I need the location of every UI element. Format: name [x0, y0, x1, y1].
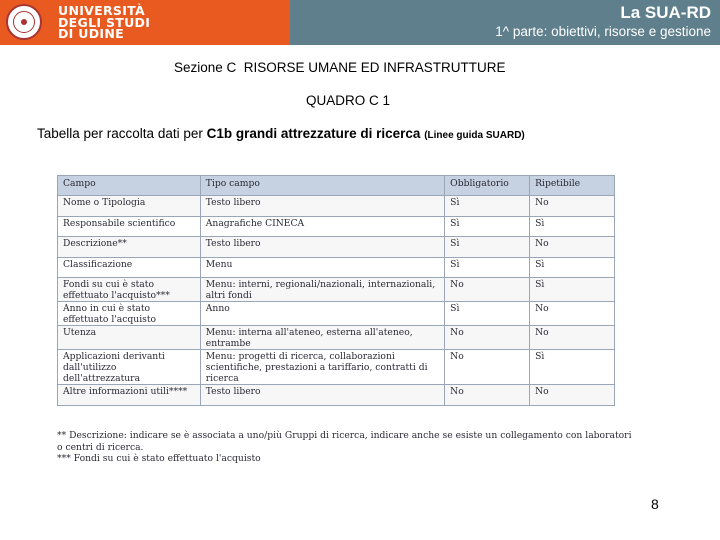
table-cell: Altre informazioni utili****: [58, 385, 201, 406]
table-cell: Nome o Tipologia: [58, 196, 201, 217]
slide-subtitle: 1^ parte: obiettivi, risorse e gestione: [495, 24, 711, 39]
table-row: [58, 302, 615, 326]
table-cell: No: [445, 350, 530, 385]
table-cell: Menu: [200, 257, 444, 278]
table-cell: No: [445, 278, 530, 302]
table-cell: No: [445, 326, 530, 350]
table-row: [58, 278, 615, 302]
footnotes: [57, 430, 637, 465]
table-header-row: [58, 176, 615, 196]
table-cell: Descrizione**: [58, 237, 201, 258]
table-cell: Fondi su cui è stato effettuato l'acquisto***: [58, 278, 201, 302]
table-row: [58, 350, 615, 385]
table-cell: Sì: [530, 278, 615, 302]
table-cell: Sì: [445, 237, 530, 258]
logo-wordmark: UNIVERSITÀ DEGLI STUDI DI UDINE: [58, 3, 151, 41]
table-cell: Classificazione: [58, 257, 201, 278]
table-row: [58, 385, 615, 406]
table-cell: No: [530, 302, 615, 326]
table-cell: Sì: [530, 350, 615, 385]
table-cell: Anagrafiche CINECA: [200, 216, 444, 237]
table-cell: Sì: [445, 196, 530, 217]
table-cell: Menu: interni, regionali/nazionali, internazionali, altri fondi: [200, 278, 444, 302]
table-cell: Menu: interna all'ateneo, esterna all'ateneo, entrambe: [200, 326, 444, 350]
table-cell: No: [530, 385, 615, 406]
footnote: ** Descrizione: indicare se è associata a uno/più Gruppi di ricerca, indicare anche se esiste un collegamento con laboratori o centri di ricerca.: [57, 430, 632, 453]
header-band: [0, 0, 720, 45]
table-cell: No: [445, 385, 530, 406]
table-cell: Sì: [445, 216, 530, 237]
table-cell: Sì: [530, 257, 615, 278]
slide-title: La SUA-RD: [620, 3, 711, 22]
table-cell: Menu: progetti di ricerca, collaborazioni scientifiche, prestazioni a tariffario, contratti di ricerca: [200, 350, 444, 385]
table-cell: Sì: [445, 302, 530, 326]
intro-note: (Linee guida SUARD): [424, 130, 525, 141]
column-header-campo: Campo: [58, 176, 201, 196]
page-number: 8: [651, 496, 659, 512]
table-cell: Anno: [200, 302, 444, 326]
table-row: [58, 237, 615, 258]
table-cell: No: [530, 196, 615, 217]
table-row: [58, 326, 615, 350]
university-seal-icon: [6, 4, 42, 40]
table-cell: Responsabile scientifico: [58, 216, 201, 237]
column-header-tipo: Tipo campo: [200, 176, 444, 196]
university-logo: [0, 0, 290, 45]
table-row: [58, 196, 615, 217]
table-cell: Testo libero: [200, 196, 444, 217]
table-cell: Utenza: [58, 326, 201, 350]
table-cell: Testo libero: [200, 237, 444, 258]
data-table: [57, 175, 615, 406]
intro-bold: C1b grandi attrezzature di ricerca: [206, 126, 421, 141]
table-row: [58, 257, 615, 278]
table-cell: Anno in cui è stato effettuato l'acquisto: [58, 302, 201, 326]
footnote: *** Fondi su cui è stato effettuato l'acquisto: [57, 453, 261, 464]
column-header-obbligatorio: Obbligatorio: [445, 176, 530, 196]
column-header-ripetibile: Ripetibile: [530, 176, 615, 196]
table-cell: Sì: [530, 216, 615, 237]
quadro-title: QUADRO C 1: [306, 93, 391, 108]
table-intro: [37, 126, 525, 141]
table-cell: No: [530, 237, 615, 258]
table-cell: Sì: [445, 257, 530, 278]
table-cell: No: [530, 326, 615, 350]
section-title: Sezione C RISORSE UMANE ED INFRASTRUTTURE: [174, 60, 506, 75]
table-cell: Testo libero: [200, 385, 444, 406]
table-row: [58, 216, 615, 237]
intro-prefix: Tabella per raccolta dati per: [37, 126, 207, 141]
table-cell: Applicazioni derivanti dall'utilizzo dell'attrezzatura: [58, 350, 201, 385]
